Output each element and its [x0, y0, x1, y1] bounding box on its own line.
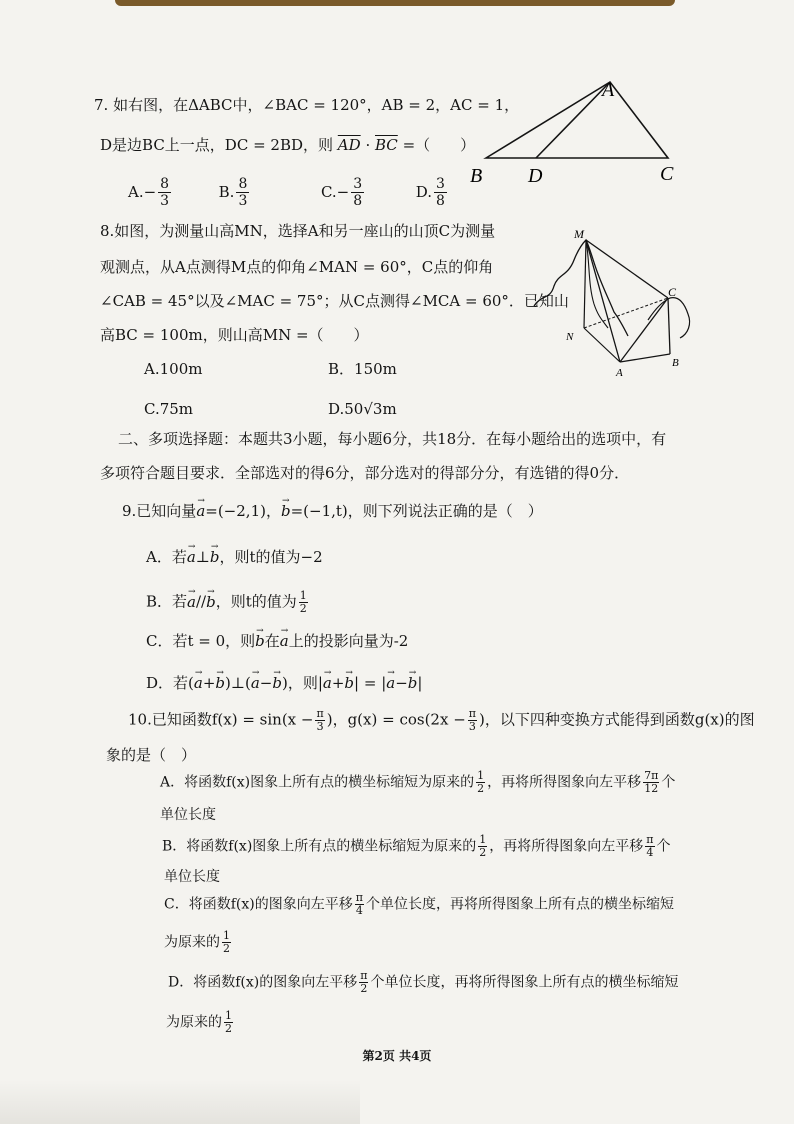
scan-smudge	[0, 1080, 360, 1124]
q9-d-minus1: −	[259, 674, 273, 692]
q10-a1b: ，再将所得图象向左平移	[487, 774, 642, 791]
q7-paren: =（ ）	[402, 136, 476, 154]
q7-option-d	[415, 176, 449, 209]
q10-b1c: 个	[656, 838, 671, 855]
q10-stem2: 象的是（ ）	[106, 746, 197, 764]
q7-dot: ·	[365, 136, 371, 154]
q10-d2: 为原来的	[166, 1014, 222, 1031]
sec2-line2: 多项符合题目要求．全部选对的得6分，部分选对的得部分分，有选错的得0分．	[100, 464, 630, 482]
q10-option-a-line1	[160, 770, 675, 802]
sec2-line1: 二、多项选择题：本题共3小题，每小题6分，共18分．在每小题给出的选项中，有	[118, 430, 667, 448]
q9-b-num: 1	[299, 589, 307, 602]
q9-vector-a: → a	[196, 500, 205, 522]
q7-option-c-den: 8	[353, 193, 363, 209]
q7-label-c: C	[660, 163, 674, 185]
q10-option-b-line1	[162, 834, 671, 866]
q7-option-c-num: 3	[353, 176, 363, 192]
q7-option-a-label: A.−	[128, 182, 157, 201]
q8-line-nc	[584, 298, 668, 328]
q8-line-cb	[668, 298, 670, 354]
q8-mountain-figure	[528, 224, 708, 382]
q9-vector-b: → b	[281, 500, 291, 522]
q7-label-b: B	[470, 165, 483, 187]
q9-b-den: 2	[299, 602, 307, 615]
q10-b-half-n: 1	[479, 833, 487, 846]
q9-c-vec-a: → a	[280, 630, 289, 652]
q9-b-parallel: //	[195, 592, 207, 611]
q9-b-vec-b: → b	[206, 591, 216, 613]
q9-d-pre: D．若(	[146, 674, 194, 692]
q10-stem-f: 10.已知函数f(x) = sin(x −	[128, 710, 314, 729]
q9-a-pre: A．若	[146, 548, 187, 566]
q10-stem-pi2: π	[468, 707, 476, 720]
q8-line4: 高BC = 100m，则山高MN =（ ）	[100, 326, 369, 344]
q7-option-a-den: 3	[160, 193, 170, 209]
q10-b1b: ，再将所得图象向左平移	[489, 838, 644, 855]
q10-option-d-line1	[168, 970, 678, 1002]
q9-c-mid: 在	[264, 632, 280, 650]
q10-d1: D．将函数f(x)的图象向左平移	[168, 974, 358, 991]
q8-line3: ∠CAB = 45°以及∠MAC = 75°；从C点测得∠MCA = 60°．已知山	[100, 292, 569, 310]
q7-vector-ad: $\overline{AD}$	[337, 136, 361, 154]
q9-c-pre: C．若t = 0，则	[146, 632, 256, 650]
q9-d-vec-a4: → a	[386, 672, 395, 694]
q7-line1: 7. 如右图，在ΔABC中，∠BAC = 120°，AB = 2，AC = 1，	[94, 96, 520, 114]
q7-option-c-label: C.−	[320, 182, 350, 201]
q7-triangle-abc	[486, 82, 668, 158]
q9-d-vec-a2: → a	[251, 672, 260, 694]
q8-option-a: A.100m	[144, 360, 203, 378]
q10-a-half-n: 1	[477, 769, 485, 782]
q9-d-equals: | = |	[354, 674, 387, 692]
q10-option-c-line2	[164, 930, 233, 960]
q7-option-b-num: 8	[238, 176, 248, 192]
q9-d-vec-b4: → b	[408, 672, 418, 694]
q10-a1: A．将函数f(x)图象上所有点的横坐标缩短为原来的	[160, 774, 475, 791]
q9-d-end: |	[417, 674, 423, 692]
q7-option-c	[320, 176, 366, 209]
q7-option-d-den: 8	[435, 193, 445, 209]
q8-line1: 8.如图，为测量山高MN，选择A和另一座山的山顶C为测量	[100, 222, 496, 240]
q10-a-shift-d: 12	[644, 782, 659, 795]
q10-stem-three1: 3	[316, 720, 324, 733]
q9-c-vec-b: → b	[255, 630, 265, 652]
q9-stem-pre: 9.已知向量	[122, 502, 197, 520]
q10-c-half-d: 2	[223, 942, 230, 955]
q9-d-vec-b1: → b	[215, 672, 225, 694]
q7-triangle-figure	[466, 76, 696, 188]
q9-a-vec-b: → b	[210, 546, 220, 568]
q9-d-vec-a3: → a	[323, 672, 332, 694]
q10-b-half-d: 2	[479, 846, 487, 859]
q10-c-shift-n: π	[355, 891, 363, 904]
q10-c2: 为原来的	[164, 934, 220, 951]
q8-label-b: B	[672, 357, 679, 369]
q10-option-d-line2	[166, 1010, 235, 1040]
q7-option-d-label: D.	[415, 182, 432, 201]
q10-c-half-n: 1	[223, 929, 230, 942]
q7-option-b	[218, 176, 252, 209]
q7-option-a	[128, 176, 173, 209]
q7-line2-text: D是边BC上一点，DC = 2BD，则	[100, 136, 334, 154]
q8-line-mn	[584, 240, 586, 328]
q8-line2: 观测点，从A点测得M点的仰角∠MAN = 60°，C点的仰角	[100, 258, 494, 276]
q10-option-c-line1	[164, 892, 674, 924]
q9-option-a	[146, 546, 323, 568]
q10-d1b: 个单位长度，再将所得图象上所有点的横坐标缩短	[370, 974, 679, 991]
q9-a-vec-a: → a	[187, 546, 196, 568]
q9-stem-a-value: =(−2,1)，	[205, 502, 281, 520]
q10-d-shift-n: π	[360, 969, 368, 982]
q10-a-half-d: 2	[477, 782, 485, 795]
q10-stem1	[128, 708, 755, 742]
q8-label-a: A	[616, 367, 623, 379]
q10-c1: C．将函数f(x)的图象向左平移	[164, 896, 353, 913]
q9-d-vec-a1: → a	[194, 672, 203, 694]
q9-a-post: ，则t的值为−2	[219, 548, 323, 566]
q8-option-c: C.75m	[144, 400, 194, 418]
q9-b-vec-a: → a	[187, 591, 196, 613]
q8-option-b: B．150m	[328, 360, 397, 378]
q7-line2	[100, 134, 475, 156]
q10-d-half-n: 1	[225, 1009, 232, 1022]
q10-c-shift-d: 4	[355, 904, 363, 917]
q10-c1b: 个单位长度，再将所得图象上所有点的横坐标缩短	[365, 896, 674, 913]
q7-option-b-den: 3	[238, 193, 248, 209]
q9-stem	[122, 500, 543, 522]
q10-option-b-line2: 单位长度	[164, 869, 220, 885]
q7-option-b-label: B.	[218, 182, 235, 201]
page-footer: 第2页 共4页	[362, 1049, 432, 1063]
top-shadow-decoration	[115, 0, 675, 6]
q9-b-post: ，则t的值为	[215, 592, 297, 611]
q10-a1c: 个	[661, 774, 676, 791]
q7-option-d-num: 3	[435, 176, 445, 192]
q10-stem-pi1: π	[316, 707, 324, 720]
q9-d-vec-b2: → b	[272, 672, 282, 694]
q10-d-shift-d: 2	[360, 982, 368, 995]
q9-c-post: 上的投影向量为-2	[288, 632, 409, 650]
q7-label-a: A	[602, 79, 615, 101]
q8-label-n: N	[566, 331, 574, 343]
q9-option-d	[146, 672, 422, 694]
q9-option-c	[146, 630, 408, 652]
q9-b-pre: B．若	[146, 592, 188, 611]
q8-label-m: M	[574, 227, 584, 241]
q9-d-minus2: −	[395, 674, 408, 692]
q10-option-a-line2: 单位长度	[160, 807, 216, 823]
q7-vector-bc: $\overline{BC}$	[375, 136, 398, 154]
q9-d-vec-b3: → b	[344, 672, 354, 694]
q10-stem-three2: 3	[468, 720, 476, 733]
q8-option-d: D.50√3m	[328, 400, 397, 418]
q10-stem-post: )，以下四种变换方式能得到函数g(x)的图	[479, 710, 755, 729]
q9-stem-b-value: =(−1,t)，则下列说法正确的是（ ）	[290, 502, 543, 520]
q8-line-ac	[620, 298, 668, 362]
q9-d-plus1: +	[202, 674, 216, 692]
q9-d-then: )，则|	[281, 674, 323, 692]
q9-option-b	[146, 590, 310, 624]
q9-a-perp: ⊥	[195, 548, 210, 566]
q10-b-shift-d: 4	[646, 846, 654, 859]
q8-mountain-outline	[534, 240, 628, 336]
q10-a-shift-n: 7π	[644, 769, 659, 782]
q8-label-c: C	[668, 285, 677, 299]
q8-line-ma	[586, 240, 620, 362]
q10-b-shift-n: π	[646, 833, 654, 846]
q8-line-ab	[620, 354, 670, 362]
q8-line-mc	[586, 240, 668, 298]
q9-d-plus2: +	[331, 674, 345, 692]
q10-b1: B．将函数f(x)图象上所有点的横坐标缩短为原来的	[162, 838, 477, 855]
q7-option-a-num: 8	[160, 176, 170, 192]
q7-label-d: D	[528, 165, 543, 187]
q7-options	[128, 176, 449, 216]
q9-d-perp: )⊥(	[225, 674, 251, 692]
q10-d-half-d: 2	[225, 1022, 232, 1035]
q10-stem-g: )，g(x) = cos(2x −	[326, 710, 466, 729]
